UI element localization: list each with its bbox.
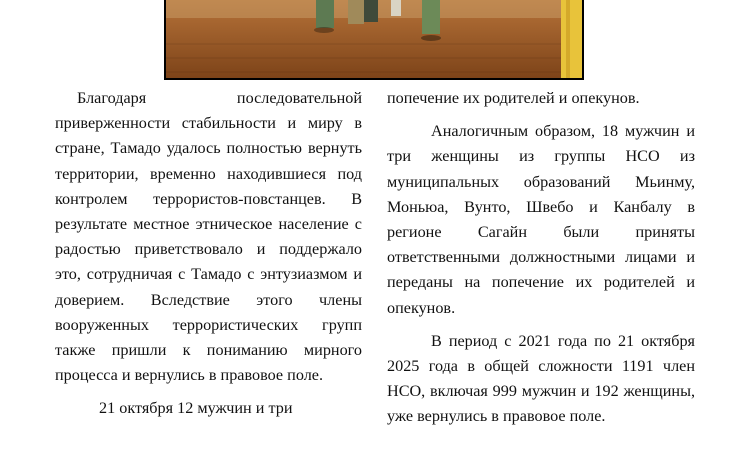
shadow (314, 27, 334, 33)
stage-photo-drawing (166, 0, 584, 80)
shadow (421, 35, 441, 41)
right-column (387, 86, 695, 438)
stage-curtain (561, 0, 584, 80)
performer-1 (316, 0, 334, 28)
performer-3 (364, 0, 378, 22)
paragraph: Аналогичным образом, 18 мужчин и три женщины из группы НСО из муниципальных образований Мьинму, Моньюа, Вунто, Швебо и Канбалу в регионе Сагайн были приняты ответственными должностными лицами и переданы на попечение их родителей и опекунов. (387, 122, 695, 317)
paragraph: В период с 2021 года по 21 октября 2025 года в общей сложности 1191 член НСО, включая 999 мужчин и 192 женщины, уже вернулись в правовое поле. (387, 331, 695, 426)
performer-2 (348, 0, 364, 24)
paragraph: 21 октября 12 мужчин и три (99, 399, 293, 418)
curtain-fold (566, 0, 570, 80)
performer-4 (391, 0, 401, 16)
stage-photo (164, 0, 584, 80)
paragraph: Благодаря последовательной приверженности стабильности и миру в стране, Тамадо удалось полностью вернуть территории, временно находившиеся под контролем террористов-повстанцев. В результате местное этническое население с радостью приветствовало и поддержало это, сотрудничая с Тамадо с энтузиазмом и доверием. Вследствие этого члены вооруженных террористических групп также пришли к пониманию мирного процесса и вернулись в правовое поле. (55, 89, 362, 385)
left-column (55, 86, 362, 430)
performer-5 (422, 0, 440, 34)
paragraph: попечение их родителей и опекунов. (387, 89, 640, 107)
